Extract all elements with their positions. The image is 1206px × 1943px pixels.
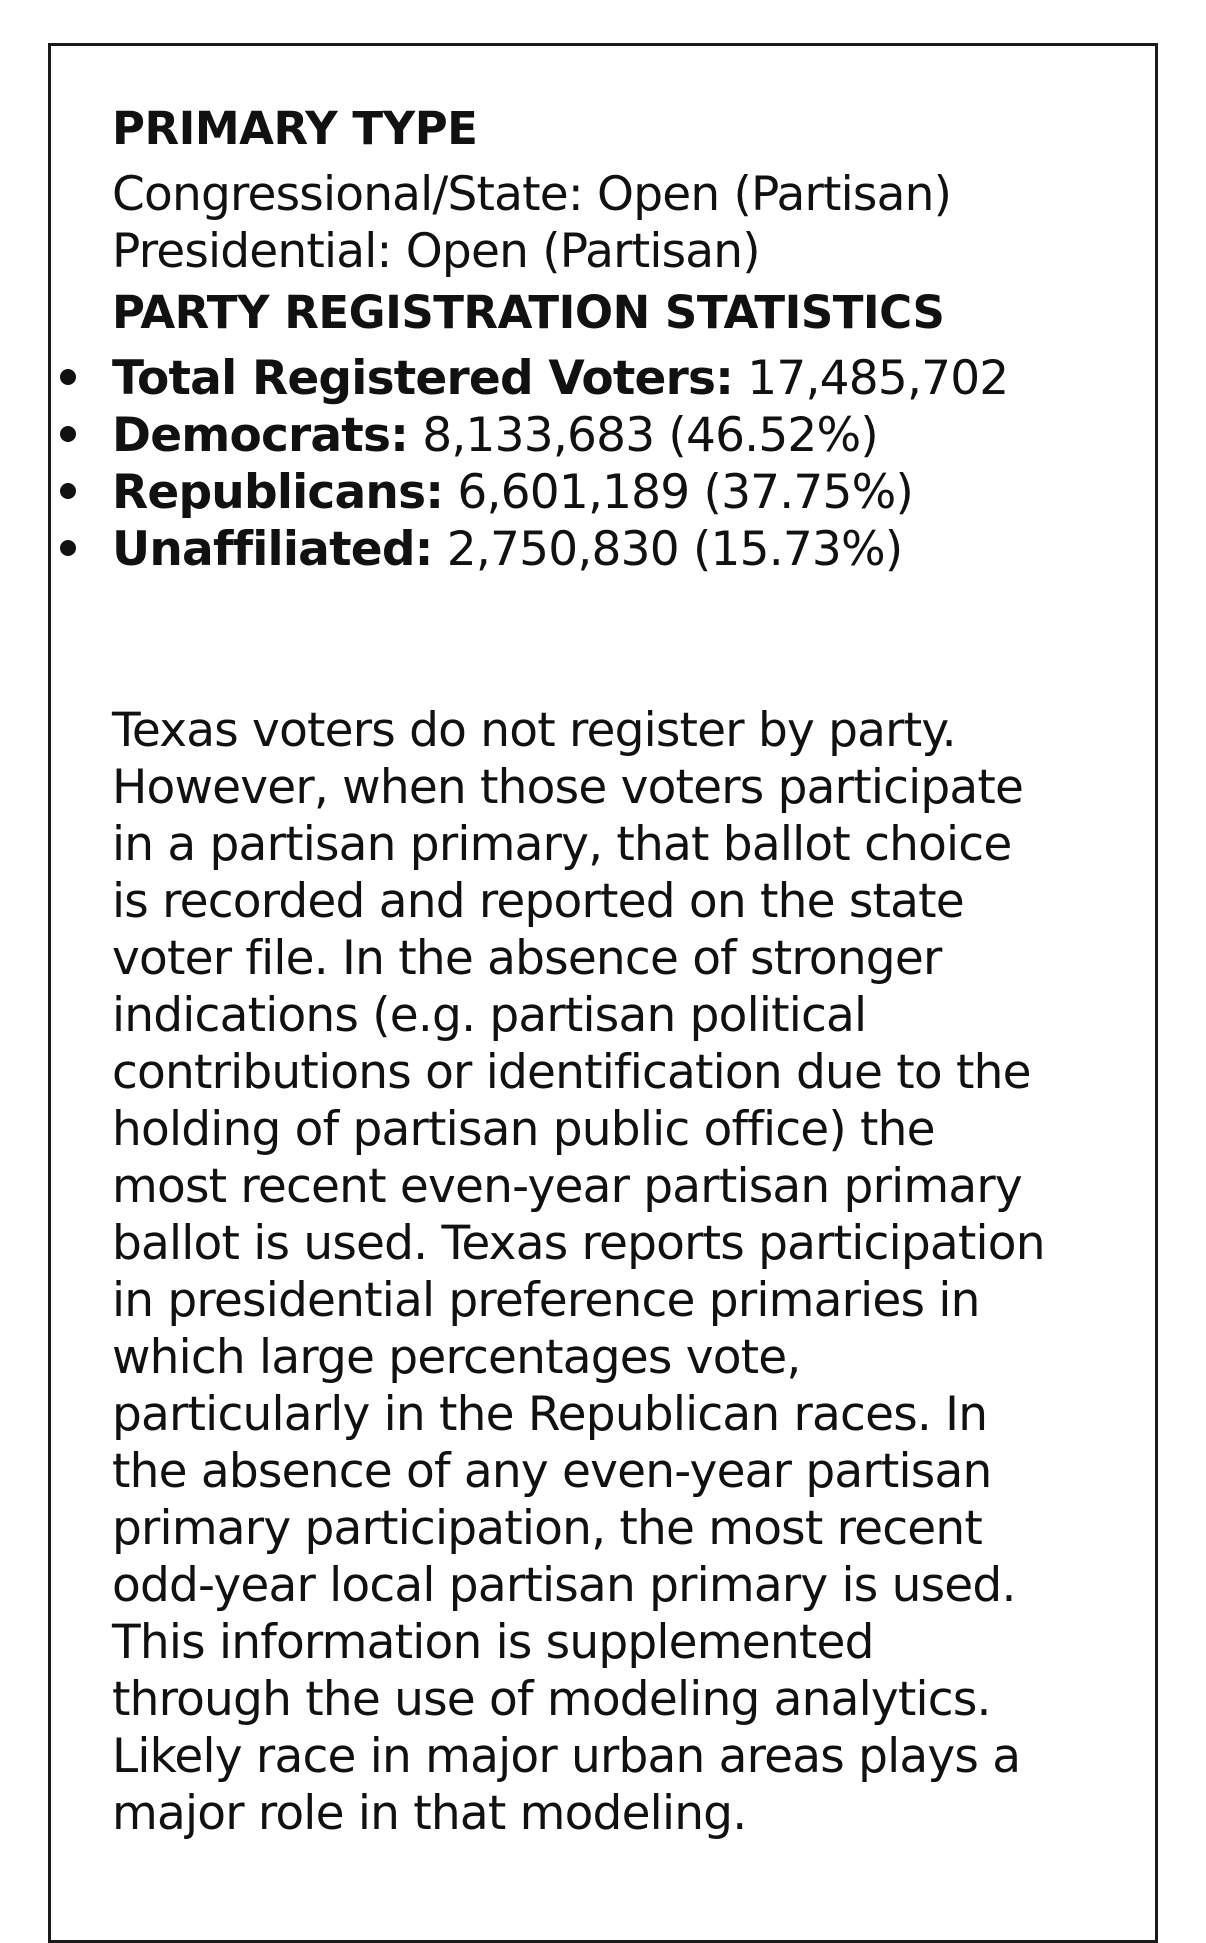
texas-registration-note [112,702,1092,1842]
note-line: However, when those voters participate [112,760,1024,815]
list-item-total-registered [112,350,1112,407]
note-line: through the use of modeling analytics. [112,1672,991,1727]
stat-label: Unaffiliated: [112,522,433,577]
party-registration-list [112,350,1112,578]
presidential-primary: Presidential: Open (Partisan) [112,224,760,279]
bullet-icon [60,426,76,442]
list-item-democrats [112,407,1112,464]
note-line: Texas voters do not register by party. [112,703,956,758]
stat-value: 6,601,189 (37.75%) [443,465,914,520]
note-line: is recorded and reported on the state [112,874,964,929]
list-item-republicans [112,464,1112,521]
bullet-icon [60,369,76,385]
note-line: This information is supplemented [112,1615,874,1670]
note-line: in a partisan primary, that ballot choice [112,817,1012,872]
note-line: contributions or identification due to the [112,1045,1031,1100]
bullet-icon [60,540,76,556]
note-line: in presidential preference primaries in [112,1273,980,1328]
stat-value: 17,485,702 [733,351,1009,406]
congressional-state-primary: Congressional/State: Open (Partisan) [112,167,952,222]
note-line: the absence of any even-year partisan [112,1444,992,1499]
card-content [112,100,1112,1842]
party-registration-heading: PARTY REGISTRATION STATISTICS [112,286,945,339]
bullet-icon [60,483,76,499]
note-line: which large percentages vote, [112,1330,801,1385]
stat-value: 8,133,683 (46.52%) [408,408,878,463]
primary-type-lines [112,166,1112,280]
stat-label: Democrats: [112,408,409,463]
list-item-unaffiliated [112,521,1112,578]
note-line: primary participation, the most recent [112,1501,983,1556]
stat-label: Republicans: [112,465,444,520]
note-line: voter file. In the absence of stronger [112,931,942,986]
note-line: particularly in the Republican races. In [112,1387,988,1442]
note-line: odd-year local partisan primary is used. [112,1558,1016,1613]
note-line: most recent even-year partisan primary [112,1159,1022,1214]
stat-value: 2,750,830 (15.73%) [432,522,903,577]
note-line: holding of partisan public office) the [112,1102,935,1157]
note-line: ballot is used. Texas reports participation [112,1216,1045,1271]
primary-type-heading: PRIMARY TYPE [112,102,478,155]
note-line: major role in that modeling. [112,1786,747,1841]
stat-label: Total Registered Voters: [112,351,734,406]
note-line: indications (e.g. partisan political [112,988,867,1043]
note-line: Likely race in major urban areas plays a [112,1729,1021,1784]
